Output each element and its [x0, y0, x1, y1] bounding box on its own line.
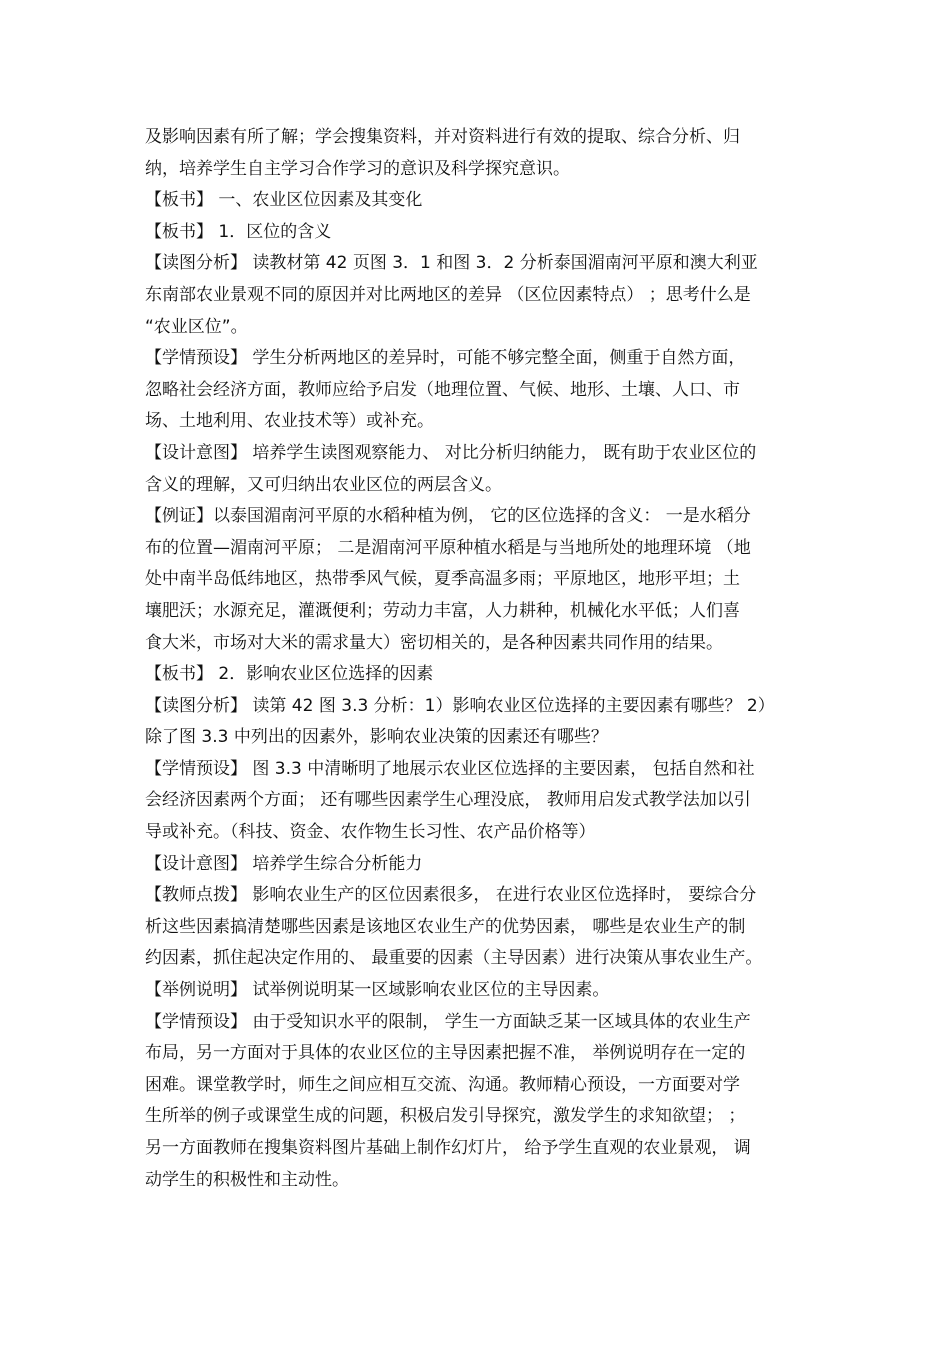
text-line: “农业区位”。: [145, 316, 248, 337]
text-line: 【设计意图】 培养学生综合分析能力: [145, 853, 423, 874]
text-line: 纳，培养学生自主学习合作学习的意识及科学探究意识。: [145, 158, 570, 179]
text-line: 动学生的积极性和主动性。: [145, 1169, 349, 1190]
text-line: 约因素，抓住起决定作用的、 最重要的因素（主导因素）进行决策从事农业生产。: [145, 948, 763, 969]
text-line: 除了图 3.3 中列出的因素外，影响农业决策的因素还有哪些？: [145, 727, 608, 748]
text-line: 东南部农业景观不同的原因并对比两地区的差异 （区位因素特点） ；思考什么是: [145, 284, 751, 305]
text-line: 处中南半岛低纬地区，热带季风气候，夏季高温多雨；平原地区，地形平坦；土: [145, 569, 740, 590]
text-line: 含义的理解，又可归纳出农业区位的两层含义。: [145, 474, 502, 495]
text-line: 场、土地利用、农业技术等）或补充。: [145, 411, 434, 432]
text-line: 壤肥沃；水源充足，灌溉便利；劳动力丰富，人力耕种，机械化水平低；人们喜: [145, 600, 740, 621]
text-line: 布的位置—湄南河平原； 二是湄南河平原种植水稻是与当地所处的地理环境 （地: [145, 537, 751, 558]
text-line: 生所举的例子或课堂生成的问题，积极启发引导探究，激发学生的求知欲望； ；: [145, 1106, 746, 1127]
document-body: [145, 122, 817, 1196]
text-line: 【读图分析】 读第 42 图 3.3 分析：1）影响农业区位选择的主要因素有哪些？ 2）: [145, 695, 775, 716]
text-line: 【学情预设】 由于受知识水平的限制， 学生一方面缺乏某一区域具体的农业生产: [145, 1011, 751, 1032]
text-line: 食大米，市场对大米的需求量大）密切相关的，是各种因素共同作用的结果。: [145, 632, 723, 653]
text-line: 析这些因素搞清楚哪些因素是该地区农业生产的优势因素， 哪些是农业生产的制: [145, 916, 746, 937]
text-line: 【教师点拨】 影响农业生产的区位因素很多， 在进行农业区位选择时， 要综合分: [145, 885, 757, 906]
text-line: 【板书】 1．区位的含义: [145, 221, 332, 242]
text-line: 【学情预设】 图 3.3 中清晰明了地展示农业区位选择的主要因素， 包括自然和社: [145, 758, 755, 779]
text-line: 【板书】 一、农业区位因素及其变化: [145, 190, 423, 211]
text-line: 会经济因素两个方面； 还有哪些因素学生心理没底， 教师用启发式教学法加以引: [145, 790, 751, 811]
text-line: 【读图分析】 读教材第 42 页图 3．1 和图 3．2 分析泰国湄南河平原和澳大利亚: [145, 253, 758, 274]
text-line: 【例证】以泰国湄南河平原的水稻种植为例， 它的区位选择的含义： 一是水稻分: [145, 506, 751, 527]
text-line: 【举例说明】 试举例说明某一区域影响农业区位的主导因素。: [145, 980, 610, 1001]
text-line: 【学情预设】 学生分析两地区的差异时，可能不够完整全面，侧重于自然方面，: [145, 348, 746, 369]
text-line: 困难。课堂教学时，师生之间应相互交流、沟通。教师精心预设，一方面要对学: [145, 1074, 740, 1095]
text-line: 【设计意图】 培养学生读图观察能力、 对比分析归纳能力， 既有助于农业区位的: [145, 442, 757, 463]
text-line: 【板书】 2．影响农业区位选择的因素: [145, 664, 434, 685]
text-line: 另一方面教师在搜集资料图片基础上制作幻灯片， 给予学生直观的农业景观， 调: [145, 1138, 751, 1158]
text-line: 布局，另一方面对于具体的农业区位的主导因素把握不准， 举例说明存在一定的: [145, 1043, 746, 1064]
text-line: 忽略社会经济方面，教师应给予启发（地理位置、气候、地形、土壤、人口、市: [145, 379, 740, 400]
text-line: 导或补充。（科技、资金、农作物生长习性、农产品价格等）: [145, 822, 596, 843]
text-line: 及影响因素有所了解；学会搜集资料，并对资料进行有效的提取、综合分析、归: [145, 127, 740, 147]
